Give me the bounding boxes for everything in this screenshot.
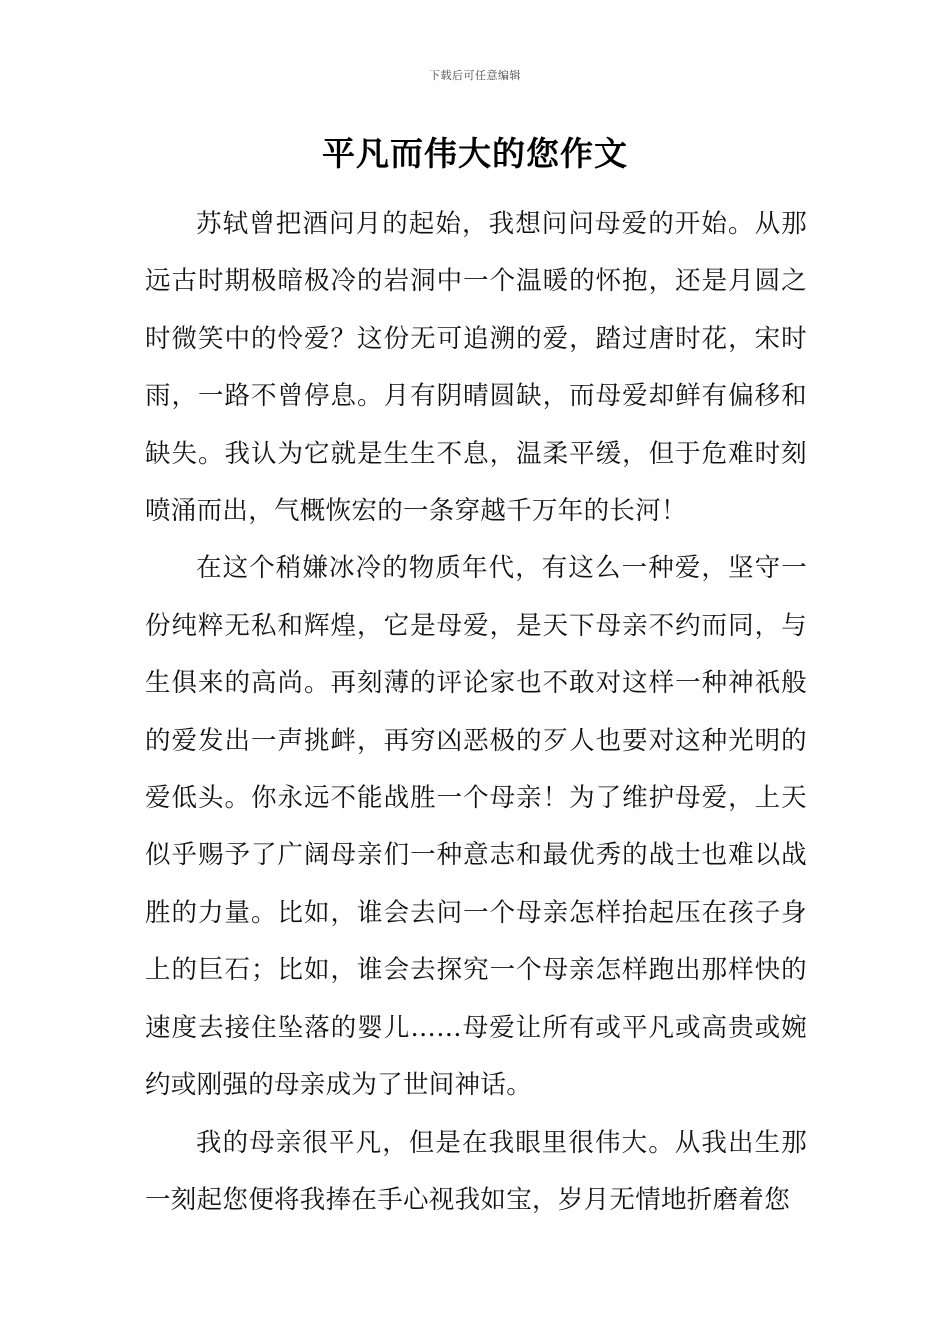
document-title: 平凡而伟大的您作文 — [322, 134, 628, 173]
paragraph-2: 在这个稍嫌冰冷的物质年代，有这么一种爱，坚守一份纯粹无私和辉煌，它是母爱，是天下母亲不约而同，与生俱来的高尚。再刻薄的评论家也不敢对这样一种神祇般的爱发出一声挑衅，再穷凶恶极的歹人也要对这种光明的爱低头。你永远不能战胜一个母亲！为了维护母爱，上天似乎赐予了广阔母亲们一种意志和最优秀的战士也难以战胜的力量。比如，谁会去问一个母亲怎样抬起压在孩子身上的巨石；比如，谁会去探究一个母亲怎样跑出那样快的速度去接住坠落的婴儿……母爱让所有或平凡或高贵或婉约或刚强的母亲成为了世间神话。 — [145, 553, 807, 1101]
document-body — [145, 196, 807, 1229]
paragraph-1: 苏轼曾把酒问月的起始，我想问问母爱的开始。从那远古时期极暗极冷的岩洞中一个温暖的怀抱，还是月圆之时微笑中的怜爱？这份无可追溯的爱，踏过唐时花，宋时雨，一路不曾停息。月有阴晴圆缺，而母爱却鲜有偏移和缺失。我认为它就是生生不息，温柔平缓，但于危难时刻喷涌而出，气概恢宏的一条穿越千万年的长河！ — [145, 209, 807, 527]
header-note: 下载后可任意编辑 — [429, 69, 521, 82]
paragraph-3: 我的母亲很平凡，但是在我眼里很伟大。从我出生那一刻起您便将我捧在手心视我如宝，岁月无情地折磨着您 — [145, 1127, 807, 1215]
